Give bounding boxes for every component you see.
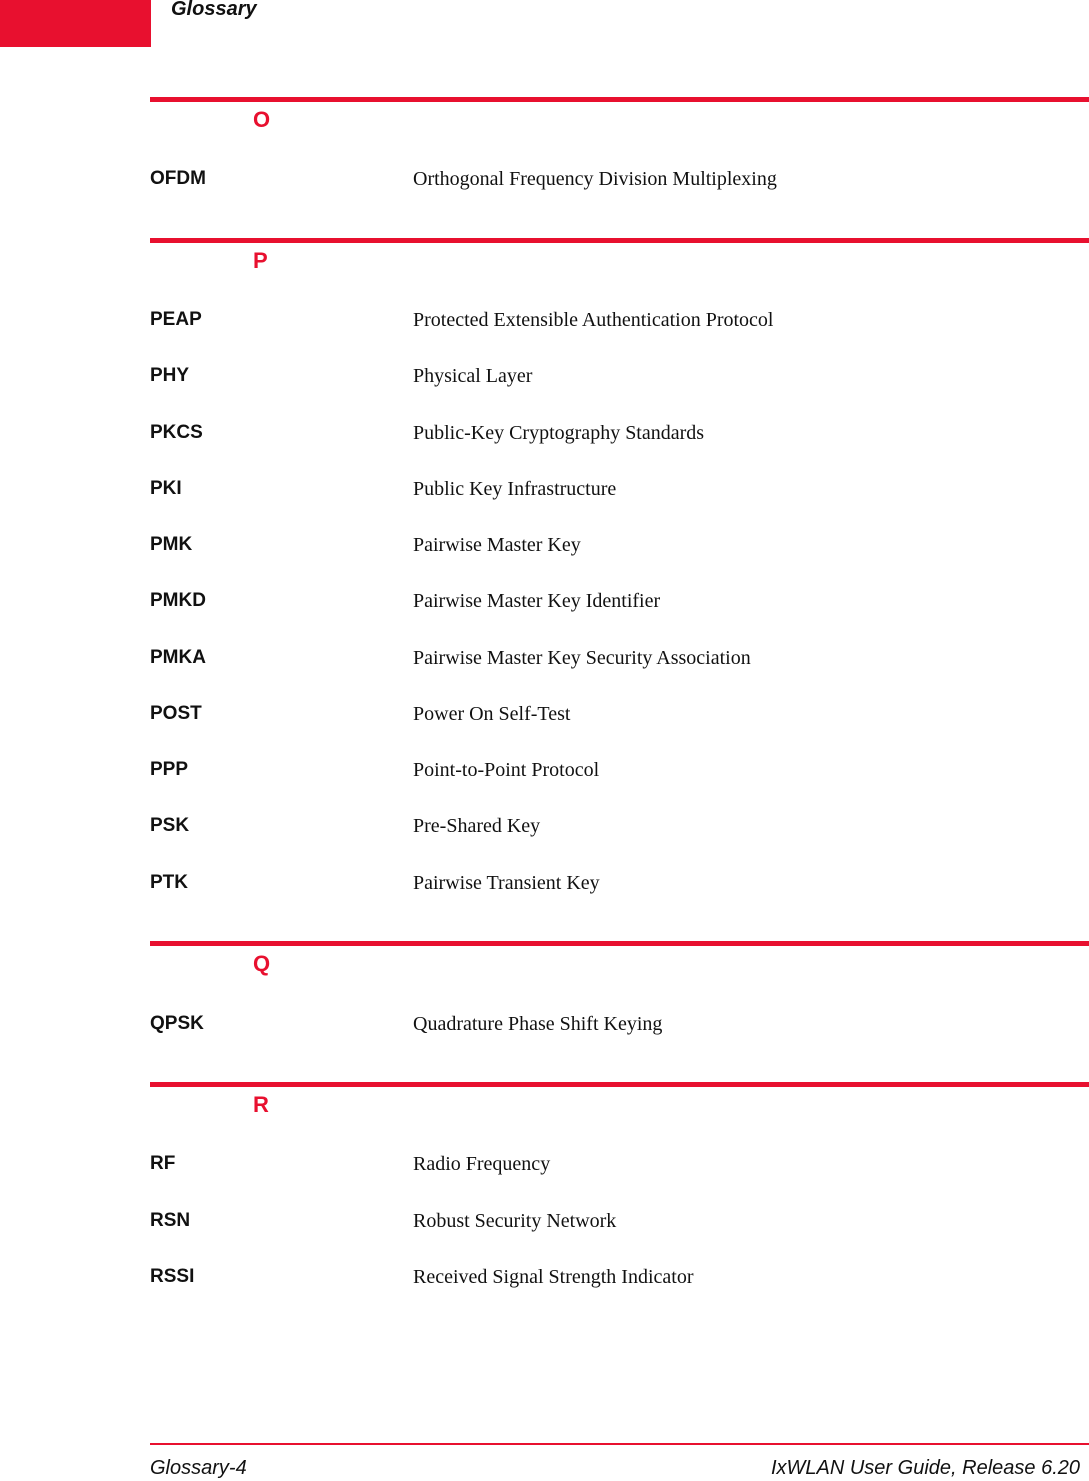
- glossary-entry-pki: [150, 477, 1080, 501]
- entry-term: RSSI: [150, 1266, 195, 1287]
- entry-term: PKCS: [150, 422, 203, 443]
- glossary-entry-rssi: [150, 1265, 1080, 1289]
- entry-definition: Public Key Infrastructure: [413, 478, 617, 500]
- glossary-entry-peap: [150, 308, 1080, 332]
- section-q: [150, 941, 1089, 976]
- entry-definition: Radio Frequency: [413, 1153, 551, 1175]
- section-letter: O: [253, 107, 271, 132]
- entry-term: PKI: [150, 478, 182, 499]
- entry-definition: Robust Security Network: [413, 1210, 617, 1232]
- glossary-entry-psk: [150, 814, 1080, 838]
- entry-definition: Pairwise Master Key Security Association: [413, 647, 751, 669]
- section-letter: Q: [253, 951, 271, 976]
- section-rule: [150, 97, 1089, 102]
- section-o: [150, 97, 1089, 132]
- entry-term: PHY: [150, 365, 190, 386]
- entry-definition: Protected Extensible Authentication Protocol: [413, 309, 774, 331]
- entry-term: RSN: [150, 1210, 191, 1231]
- glossary-entry-qpsk: [150, 1012, 1080, 1036]
- entry-term: QPSK: [150, 1013, 204, 1034]
- entry-definition: Power On Self-Test: [413, 703, 571, 725]
- entry-definition: Received Signal Strength Indicator: [413, 1266, 694, 1288]
- glossary-entry-ppp: [150, 758, 1080, 782]
- section-rule: [150, 941, 1089, 946]
- glossary-entry-ofdm: [150, 167, 1080, 191]
- entry-term: PPP: [150, 759, 189, 780]
- entry-term: PTK: [150, 872, 188, 893]
- section-letter: P: [253, 248, 268, 273]
- entry-definition: Orthogonal Frequency Division Multiplexing: [413, 168, 777, 190]
- entry-term: PMKA: [150, 647, 206, 668]
- entry-definition: Pre-Shared Key: [413, 815, 541, 837]
- glossary-entry-ptk: [150, 871, 1080, 895]
- entry-term: PMKD: [150, 590, 206, 611]
- glossary-entry-pmkd: [150, 589, 1080, 613]
- header-red-block: [0, 0, 151, 47]
- entry-definition: Quadrature Phase Shift Keying: [413, 1013, 663, 1035]
- glossary-entry-rf: [150, 1152, 1080, 1176]
- entry-term: OFDM: [150, 168, 206, 189]
- glossary-entry-phy: [150, 364, 1080, 388]
- section-p: [150, 238, 1089, 273]
- glossary-entry-post: [150, 702, 1080, 726]
- glossary-entry-pkcs: [150, 421, 1080, 445]
- entry-definition: Public-Key Cryptography Standards: [413, 422, 705, 444]
- glossary-entry-pmk: [150, 533, 1080, 557]
- entry-definition: Point-to-Point Protocol: [413, 759, 600, 781]
- footer-document-title: IxWLAN User Guide, Release 6.20: [770, 1457, 1080, 1479]
- section-rule: [150, 1082, 1089, 1087]
- section-letter: R: [253, 1092, 269, 1117]
- section-r: [150, 1082, 1089, 1117]
- entry-definition: Physical Layer: [413, 365, 533, 387]
- entry-definition: Pairwise Master Key Identifier: [413, 590, 661, 612]
- entry-definition: Pairwise Transient Key: [413, 872, 600, 894]
- footer-page-label: Glossary-4: [150, 1457, 247, 1479]
- entry-definition: Pairwise Master Key: [413, 534, 581, 556]
- glossary-entry-pmka: [150, 646, 1080, 670]
- section-rule: [150, 238, 1089, 243]
- entry-term: POST: [150, 703, 202, 724]
- header-title: Glossary: [171, 0, 257, 20]
- footer-rule: [150, 1443, 1089, 1445]
- entry-term: PMK: [150, 534, 193, 555]
- entry-term: PEAP: [150, 309, 202, 330]
- entry-term: RF: [150, 1153, 176, 1174]
- entry-term: PSK: [150, 815, 190, 836]
- glossary-entry-rsn: [150, 1209, 1080, 1233]
